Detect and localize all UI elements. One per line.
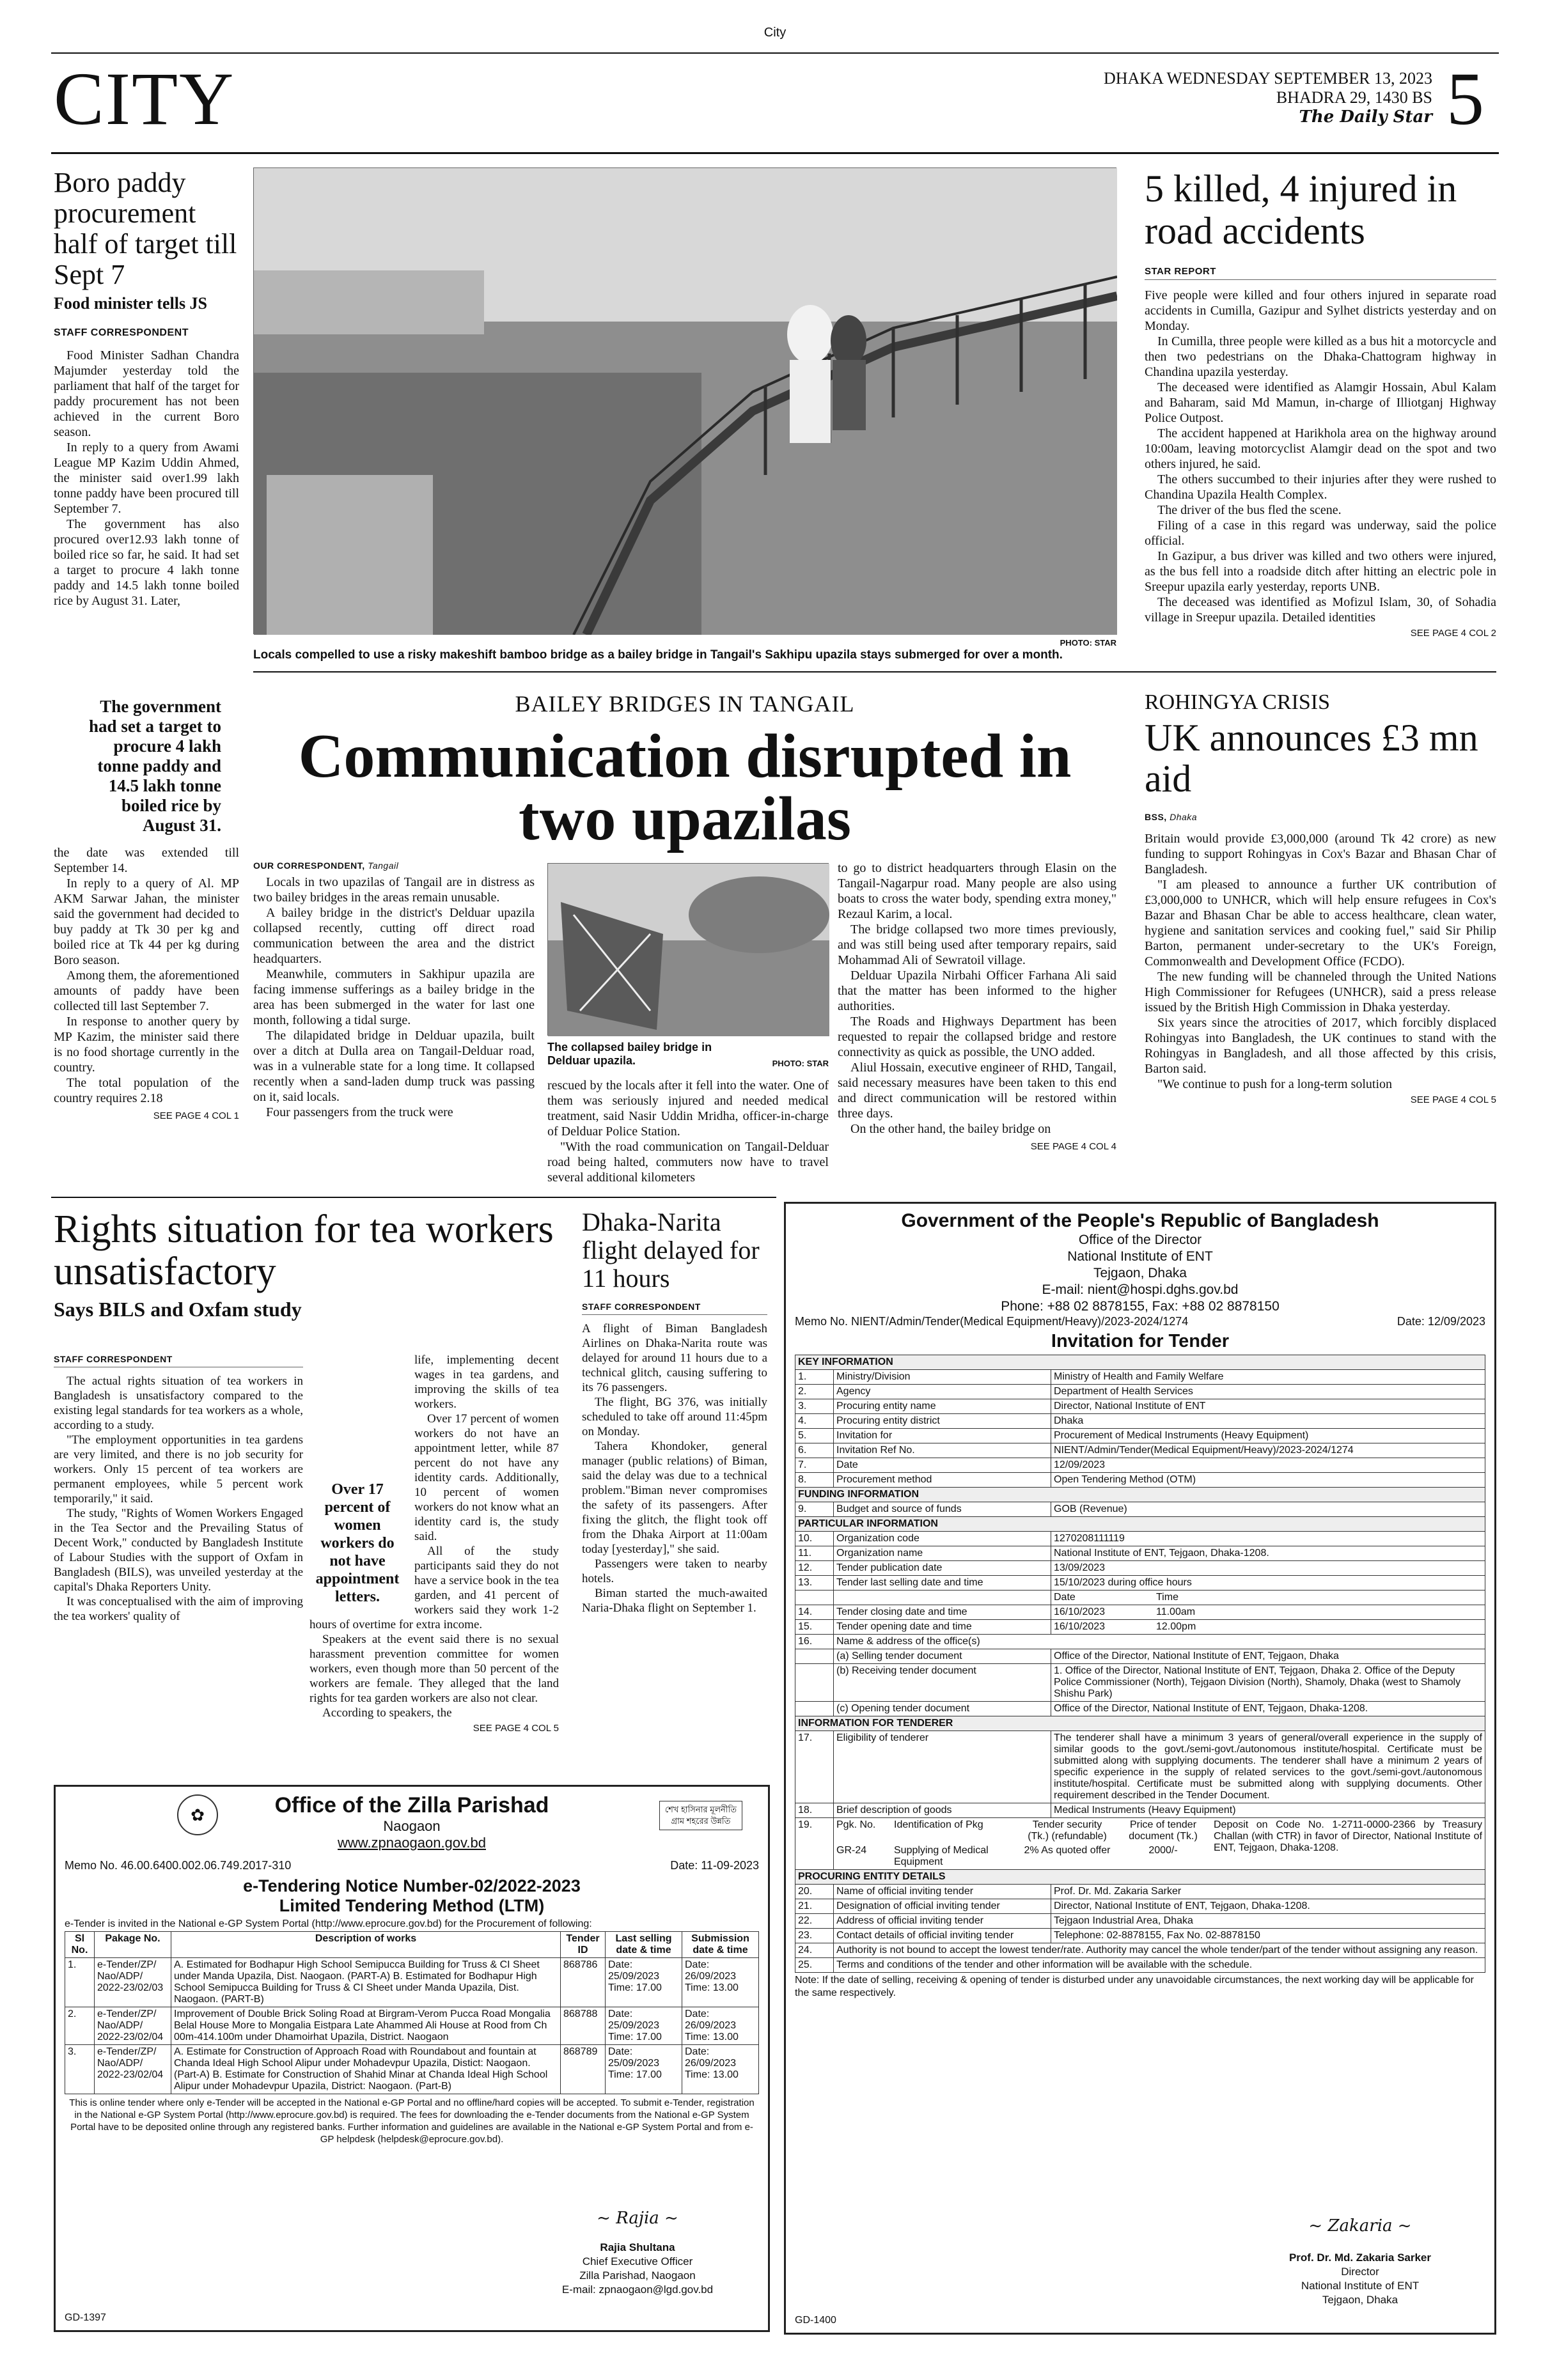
table-cell: Identification of Pkg (894, 1819, 983, 1830)
ent-invitation-title: Invitation for Tender (1051, 1331, 1230, 1351)
table-cell: Improvement of Double Brick Soling Road at Birgram-Verom Pucca Road Mongalia Belal House More to Mongalia Eistpara Late Ahammed Ali House at Rood from Ch 00m-414.100m under Dhamoirhat Upazila, District. Naogaon (171, 2007, 561, 2045)
table-row (795, 1385, 1485, 1399)
table-cell: 3. (65, 2045, 95, 2094)
table-cell: Supplying of Medical Equipment (894, 1845, 989, 1867)
bailey-byline: OUR CORRESPONDENT, (253, 860, 365, 871)
paper-logo: The Daily Star (1299, 107, 1432, 127)
table-cell: 2000/- (1148, 1845, 1178, 1856)
bailey-headline: Communication disrupted in two upazilas (298, 722, 1072, 853)
rohingya-article (1145, 690, 1496, 1105)
paragraph: It was conceptualised with the aim of improving the tea workers' quality of (54, 1595, 303, 1623)
table-cell: Tender security (Tk.) (refundable) (1028, 1819, 1107, 1842)
signer-email: E-mail: zpnaogaon@lgd.gov.bd (561, 2283, 714, 2296)
table-cell: Terms and conditions of the tender and other information will be available with the schedule. (834, 1958, 1485, 1973)
bangladesh-emblem-icon: ✿ (177, 1794, 218, 1835)
paragraph: Meanwhile, commuters in Sakhipur upazila are facing immense sufferings as a bailey bridge in the area has been submerged in the water for last one month, following a tidal surge. (253, 967, 535, 1027)
table-cell: GR-24 (836, 1845, 867, 1856)
table-row (795, 1664, 1485, 1702)
signature-image: ~ Zakaria ~ (1308, 2216, 1412, 2236)
paragraph: The total population of the country requires 2.18 (54, 1076, 239, 1105)
table-cell: Prof. Dr. Md. Zakaria Sarker (1051, 1885, 1485, 1899)
table-row (795, 1803, 1485, 1818)
table-row (795, 1473, 1485, 1488)
road-byline: STAR REPORT (1145, 266, 1216, 277)
table-cell: Authority is not bound to accept the lowest tender/rate. Authority may cancel the whole tender/part of the tender without assigning any reason. (834, 1943, 1485, 1958)
table-cell: Budget and source of funds (834, 1502, 1051, 1517)
table-cell: Date: 26/09/2023 Time: 13.00 (682, 2045, 759, 2094)
table-row (65, 1958, 759, 2007)
table-cell: 11.00am (1156, 1606, 1196, 1617)
section-header: FUNDING INFORMATION (795, 1488, 1485, 1502)
table-cell: (a) Selling tender document (834, 1649, 1051, 1664)
ent-tender-table (795, 1355, 1485, 1973)
paragraph: life, implementing decent wages in tea gardens, and improving the skills of tea workers. (414, 1353, 559, 1411)
paragraph: "I am pleased to announce a further UK contribution of £3,000,000 to UNHCR, which will help ensure refugees in Cox's Bazar and Bhasan Char be able to access healthcare, clean water, hygiene and sanitation services and cooking fuel," said Sir Philip Barton, permanent under-secretary to the UK's Foreign, Commonwealth and Development Office (FCDO). (1145, 878, 1496, 968)
zilla-method: Limited Tendering Method (LTM) (279, 1896, 545, 1915)
table-row (795, 1443, 1485, 1458)
paragraph: Britain would provide £3,000,000 (around Tk 42 crore) as new funding to support Rohingyas in Cox's Bazar and Bhasan Char of Bangladesh. (1145, 832, 1496, 876)
table-cell: 9. (795, 1502, 834, 1517)
table-cell: Ministry of Health and Family Welfare (1051, 1370, 1485, 1385)
table-cell: 868789 (561, 2045, 606, 2094)
table-cell: 14. (795, 1605, 834, 1620)
paragraph: Food Minister Sadhan Chandra Majumder yesterday told the parliament that half of the target for paddy procurement has not been achieved in the current Boro season. (54, 348, 239, 439)
table-cell: The tenderer shall have a minimum 3 years of general/overall experience in the supply of similar goods to the govt./semi-govt./autonomous institute/hospital. Certificate must be submitted along with supplying documents. The tenderer shall have a minimum 2 years of specific experience in the supply of related services to the govt./semi-govt./autonomous institute/hospital. Certificate must be submitted along with supplying documents. Other requirement described in the Tender Document. (1051, 1731, 1485, 1803)
table-cell: 21. (795, 1899, 834, 1914)
bailey-article (253, 690, 1116, 853)
flight-article (582, 1208, 767, 1615)
table-cell: Date: 26/09/2023 Time: 13.00 (682, 2007, 759, 2045)
ad-code: GD-1397 (65, 2312, 106, 2323)
paragraph: In Gazipur, a bus driver was killed and two others were injured, as the bus fell into a roadside ditch after hitting an electric pole in Sreepur upazila early yesterday, reports UNB. (1145, 549, 1496, 594)
table-cell: Ministry/Division (834, 1370, 1051, 1385)
ent-note: Note: If the date of selling, receiving & opening of tender is disturbed under any unavoidable circumstances, the next working day will be applicable for the same respectively. (795, 1975, 1474, 1998)
flight-byline: STAFF CORRESPONDENT (582, 1302, 701, 1312)
paragraph: On the other hand, the bailey bridge on (850, 1122, 1051, 1136)
table-cell: Tejgaon Industrial Area, Dhaka (1051, 1914, 1485, 1929)
table-cell: Invitation for (834, 1429, 1051, 1443)
bailey-col3 (838, 860, 1116, 1155)
table-row (795, 1731, 1485, 1803)
paragraph: The actual rights situation of tea workers in Bangladesh is unsatisfactory compared to the existing legal standards for tea workers as a whole, according to a study. (54, 1374, 303, 1432)
table-cell: 4. (795, 1414, 834, 1429)
table-cell: Tender closing date and time (834, 1605, 1051, 1620)
table-cell: 1. Office of the Director, National Institute of ENT, Tejgaon, Dhaka 2. Office of the Deputy Police Commissioner (North), Tejgaon Division (North), Shamoly, Dhaka (west to Shamoly Shishu Park) (1051, 1664, 1485, 1702)
paragraph: Aliul Hossain, executive engineer of RHD, Tangail, said necessary measures have been taken to this end and direct communication will be restored within three days. (838, 1061, 1116, 1121)
ent-office: Office of the Director (1078, 1233, 1202, 1247)
zilla-title: Office of the Zilla Parishad (274, 1793, 549, 1817)
table-cell: Designation of official inviting tender (834, 1899, 1051, 1914)
table-cell: 12.00pm (1156, 1621, 1196, 1632)
tea-headline: Rights situation for tea workers unsatisfactory (54, 1208, 554, 1293)
signer-title: Zilla Parishad, Naogaon (579, 2269, 696, 2282)
table-row (795, 1943, 1485, 1958)
table-cell: (c) Opening tender document (834, 1702, 1051, 1716)
paragraph: Six years since the atrocities of 2017, which forcibly displaced Rohingyas into Bangladesh, the UK continues to stand with the Rohingyas in Bangladesh, and all those affected by this crisis, Barton said. (1145, 1016, 1496, 1076)
zilla-tender-ad (54, 1785, 770, 2332)
table-cell: Procurement method (834, 1473, 1051, 1488)
boro-headline: Boro paddy procurement half of target till Sept 7 (54, 167, 237, 290)
page-number: 5 (1446, 57, 1484, 141)
table-row (795, 1414, 1485, 1429)
see-page-link[interactable]: SEE PAGE 4 COL 4 (1030, 1141, 1116, 1152)
signer-title: Chief Executive Officer (582, 2255, 693, 2267)
table-cell: Contact details of official inviting tender (834, 1929, 1051, 1943)
tea-subhead: Says BILS and Oxfam study (54, 1298, 302, 1321)
table-row (795, 1458, 1485, 1473)
paragraph: In reply to a query from Awami League MP Kazim Uddin Ahmed, the minister said over1.99 lakh tonne paddy have been procured till September 7. (54, 440, 239, 516)
table-row (795, 1702, 1485, 1716)
paragraph: Passengers were taken to nearby hotels. (582, 1557, 767, 1585)
table-row (795, 1429, 1485, 1443)
table-cell: Open Tendering Method (OTM) (1051, 1473, 1485, 1488)
table-row (795, 1885, 1485, 1899)
table-cell: 2% As quoted offer (1024, 1845, 1111, 1856)
table-cell: Brief description of goods (834, 1803, 1051, 1818)
ent-tender-ad (784, 1202, 1496, 2335)
flight-headline: Dhaka-Narita flight delayed for 11 hours (582, 1208, 760, 1293)
paragraph: A bailey bridge in the district's Delduar upazila collapsed recently, cutting off direct road communication between the area and the district headquarters. (253, 906, 535, 966)
bailey-dateline: Tangail (368, 860, 399, 871)
table-row (65, 2007, 759, 2045)
table-cell: Deposit on Code No. 1-2711-0000-2366 by Treasury Challan (with CTR) in favor of Director, National Institute of ENT, Tejgaon, Dhaka-1208. (1214, 1819, 1482, 1853)
bailey-col1 (253, 860, 535, 1120)
running-head: City (763, 26, 787, 40)
table-cell: 10. (795, 1532, 834, 1546)
table-cell: 20. (795, 1885, 834, 1899)
table-cell: Procuring entity name (834, 1399, 1051, 1414)
table-cell: 2. (65, 2007, 95, 2045)
table-cell: A. Estimate for Construction of Approach Road with Roundabout and fountain at Chanda Ideal High School Alipur under Mohadevpur Upazila, Distict: Naogaon. (Part-A) B. Estimate for Construction of Shahid Minar at Chanda Ideal High School Alipur under Mohadevpur Upazila, District: Naogaon. (Part-B) (171, 2045, 561, 2094)
paragraph: Over 17 percent of women workers do not have an appointment letter, while 87 percent do not have any identity cards. Additionally, 10 percent of women workers do not know what an identity card is, the study said. (414, 1412, 559, 1543)
paragraph: The government has also procured over12.93 lakh tonne of boiled rice so far, he said. It had set a target to procure 4 lakh tonne paddy and 14.5 lakh tonne boiled rice by August 31. Later, (54, 517, 239, 608)
zilla-place: Naogaon (383, 1818, 441, 1834)
table-row (795, 1605, 1485, 1620)
paragraph: The driver of the bus fled the scene. (1157, 503, 1342, 517)
paragraph: All of the study participants said they do not have a service book in the tea garden, and 41 percent of workers said they work 1-2 hours of overtime for extra income. (309, 1544, 559, 1631)
paragraph: Speakers at the event said there is no sexual harassment prevention committee for women workers, even though more than 50 percent of the workers are female. They alleged that the land rights for tea garden workers are also not clear. (309, 1633, 559, 1705)
paragraph: Tahera Khondoker, general manager (public relations) of Biman, said the delay was due to a technical problem."Biman never compromises the safety of its passengers. After fixing the glitch, the flight took off from the Dhaka Airport at 11:00am today [yesterday]," she said. (582, 1440, 767, 1556)
table-cell: Tender publication date (834, 1561, 1051, 1576)
table-cell: (b) Receiving tender document (834, 1664, 1051, 1702)
table-cell: A. Estimated for Bodhapur High School Semipucca Building for Truss & CI Sheet under Manda Upazila, Dist. Naogaon. (PART-A) B. Estimated for Bodhapur High School Semipucca Building for Truss & CI Sheet under Manda Upazila, Dist. Naogaon. (PART-B) (171, 1958, 561, 2007)
paragraph: The deceased was identified as Mofizul Islam, 30, of Sohadia village in Sreepur upazila. Detailed identities (1145, 595, 1496, 625)
table-cell: 16/10/2023 (1054, 1606, 1106, 1617)
table-cell: e-Tender/ZP/ Nao/ADP/ 2022-23/02/03 (95, 1958, 171, 2007)
table-cell: 13/09/2023 (1051, 1561, 1485, 1576)
table-cell: Medical Instruments (Heavy Equipment) (1051, 1803, 1485, 1818)
table-cell: Date: 25/09/2023 Time: 17.00 (606, 1958, 682, 2007)
paragraph: the date was extended till September 14. (54, 846, 239, 875)
boro-subhead: Food minister tells JS (54, 294, 208, 313)
table-cell: Price of tender document (Tk.) (1129, 1819, 1198, 1842)
collapsed-bridge-photo (547, 863, 829, 1036)
table-cell: Director, National Institute of ENT, Tejgaon, Dhaka-1208. (1051, 1899, 1485, 1914)
table-cell: 12. (795, 1561, 834, 1576)
slogan-line: গ্রাম শহরের উন্নতি (671, 1816, 731, 1826)
paragraph: Filing of a case in this regard was underway, said the police official. (1145, 518, 1496, 548)
tea-col1 (54, 1354, 303, 1624)
photo-credit: PHOTO: STAR (1060, 638, 1116, 648)
table-cell: Address of official inviting tender (834, 1914, 1051, 1929)
paragraph: The new funding will be channeled through the United Nations High Commissioner for Refugees (UNHCR), said a press release issued by the British High Commission in Dhaka yesterday. (1145, 970, 1496, 1015)
table-cell: 19. (795, 1818, 834, 1870)
table-row (795, 1818, 1485, 1870)
ad-code: GD-1400 (795, 2315, 836, 2326)
boro-article (54, 167, 239, 609)
table-cell: Procurement of Medical Instruments (Heavy Equipment) (1051, 1429, 1485, 1443)
see-page-link[interactable]: SEE PAGE 4 COL 5 (473, 1723, 559, 1734)
table-cell: 868786 (561, 1958, 606, 2007)
section-title: CITY (54, 57, 235, 141)
paragraph: Delduar Upazila Nirbahi Officer Farhana Ali said that the matter has been informed to the higher authorities. (838, 968, 1116, 1013)
bailey-col2 (547, 1078, 829, 1185)
column-header: Last selling date & time (606, 1932, 682, 1958)
tea-article (54, 1208, 584, 1321)
table-cell: 3. (795, 1399, 834, 1414)
paragraph: "With the road communication on Tangail-Delduar road being halted, commuters now have to travel several additional kilometers (547, 1140, 829, 1185)
table-cell: Dhaka (1051, 1414, 1485, 1429)
table-cell: 8. (795, 1473, 834, 1488)
paragraph: The study, "Rights of Women Workers Engaged in the Tea Sector and the Prevailing Status of Decent Work," conducted by Bangladesh Institute of Labour Studies with the support of Oxfam in Bangladesh (BILS), was unveiled yesterday at the capital's Dhaka Reporters Unity. (54, 1507, 303, 1594)
column-header: Submission date & time (682, 1932, 759, 1958)
paragraph: The Roads and Highways Department has been requested to repair the collapsed bridge and restore connectivity as quick as possible, the UNO added. (838, 1015, 1116, 1059)
paragraph: Among them, the aforementioned amounts of paddy have been collected till last September 7. (54, 968, 239, 1013)
table-cell: 25. (795, 1958, 834, 1973)
tea-col2 (309, 1353, 559, 1734)
paragraph: Biman started the much-awaited Naria-Dhaka flight on September 1. (582, 1587, 767, 1615)
table-cell: e-Tender/ZP/ Nao/ADP/ 2022-23/02/04 (95, 2045, 171, 2094)
table-row (795, 1591, 1485, 1605)
slogan-line: শেখ হাসিনার মূলনীতি (664, 1805, 737, 1814)
table-cell: 22. (795, 1914, 834, 1929)
table-row (795, 1502, 1485, 1517)
zilla-website-link[interactable]: www.zpnaogaon.gov.bd (338, 1835, 486, 1851)
dateline: DHAKA WEDNESDAY SEPTEMBER 13, 2023 (1103, 69, 1432, 88)
table-cell: Eligibility of tenderer (834, 1731, 1051, 1803)
table-cell: Date (1054, 1592, 1076, 1603)
table-row (795, 1561, 1485, 1576)
table-cell: e-Tender/ZP/ Nao/ADP/ 2022-23/02/04 (95, 2007, 171, 2045)
table-row (795, 1576, 1485, 1591)
masthead-date (985, 69, 1432, 127)
table-row (795, 1635, 1485, 1649)
paragraph: The accident happened at Harikhola area on the highway around 10:00am, leaving motorcyclist Alamgir dead on the spot and two others injured, he said. (1145, 426, 1496, 471)
ent-signature-block (1264, 2216, 1456, 2307)
table-cell: 17. (795, 1731, 834, 1803)
table-cell: Organization code (834, 1532, 1051, 1546)
see-page-link[interactable]: SEE PAGE 4 COL 1 (153, 1110, 239, 1121)
table-cell: 16. (795, 1635, 834, 1649)
table-row (795, 1649, 1485, 1664)
bengali-date: BHADRA 29, 1430 BS (1276, 88, 1432, 107)
column-header: Tender ID (561, 1932, 606, 1958)
boro-byline: STAFF CORRESPONDENT (54, 327, 189, 338)
zilla-memo: Memo No. 46.00.6400.002.06.749.2017-310 (65, 1859, 292, 1872)
table-cell: 23. (795, 1929, 834, 1943)
paragraph: The flight, BG 376, was initially scheduled to take off around 11:45pm on Monday. (582, 1396, 767, 1438)
table-row (795, 1370, 1485, 1385)
table-row (795, 1620, 1485, 1635)
boro-pullquote: The government had set a target to procure 4 lakh tonne paddy and 14.5 lakh tonne boiled rice by August 31. (89, 697, 221, 835)
paragraph: rescued by the locals after it fell into the water. One of them was seriously injured and needed medical treatment, said Nasir Uddin Mridha, officer-in-charge of Delduar Police Station. (547, 1078, 829, 1139)
rohingya-dateline: Dhaka (1170, 812, 1198, 822)
table-cell: Pgk. No. (836, 1819, 876, 1830)
ent-govt-title: Government of the People's Republic of Bangladesh (901, 1210, 1379, 1231)
zilla-date: Date: 11-09-2023 (670, 1859, 759, 1872)
table-cell: 13. (795, 1576, 834, 1591)
table-cell: Date: 25/09/2023 Time: 17.00 (606, 2045, 682, 2094)
table-cell: Name of official inviting tender (834, 1885, 1051, 1899)
paragraph: "The employment opportunities in tea gardens are very limited, and there is no job security for workers. Only 15 percent of tea workers are permanent employees, while 5 percent work temporarily," it said. (54, 1433, 303, 1505)
table-cell: Tender last selling date and time (834, 1576, 1051, 1591)
table-cell: 12/09/2023 (1051, 1458, 1485, 1473)
zilla-tender-table (65, 1931, 759, 2094)
table-cell: 18. (795, 1803, 834, 1818)
section-header: PARTICULAR INFORMATION (795, 1517, 1485, 1532)
bailey-kicker: BAILEY BRIDGES IN TANGAIL (515, 691, 855, 717)
table-cell: 2. (795, 1385, 834, 1399)
table-row (795, 1546, 1485, 1561)
table-row (65, 2045, 759, 2094)
paragraph: Locals in two upazilas of Tangail are in distress as two bailey bridges in the areas remain unusable. (253, 875, 535, 905)
bailey-photo-credit: PHOTO: STAR (772, 1059, 829, 1068)
paragraph: In reply to a query of Al. MP AKM Sarwar Jahan, the minister said the government had decided to buy paddy at Tk 30 per kg and boiled rice at Tk 44 per kg during Boro season. (54, 876, 239, 967)
paragraph: The dilapidated bridge in Delduar upazila, built over a ditch at Dulla area on Tangail-Delduar road, was in a vulnerable state for a long time. It collapsed recently when a sand-laden dump truck was passing on it, said locals. (253, 1029, 535, 1104)
table-cell: GOB (Revenue) (1051, 1502, 1485, 1517)
table-cell: 15/10/2023 during office hours (1051, 1576, 1485, 1591)
ent-place: Tejgaon, Dhaka (1093, 1266, 1187, 1280)
table-cell: 11. (795, 1546, 834, 1561)
table-cell: Agency (834, 1385, 1051, 1399)
photo-caption: Locals compelled to use a risky makeshift bamboo bridge as a bailey bridge in Tangail's Sakhipu upazila stays submerged for over a month. (253, 648, 1063, 662)
table-row (795, 1532, 1485, 1546)
table-cell: NIENT/Admin/Tender(Medical Equipment/Heavy)/2023-2024/1274 (1051, 1443, 1485, 1458)
signer-title: Director (1341, 2266, 1379, 2278)
paragraph: The bridge collapsed two more times previously, and was still being used after temporary repairs, said Mohammad Ali of Sewratoil village. (838, 922, 1116, 967)
paragraph: The others succumbed to their injuries after they were rushed to Chandina Upazila Health Complex. (1145, 472, 1496, 502)
see-page-link[interactable]: SEE PAGE 4 COL 5 (1410, 1094, 1496, 1105)
zilla-notice: e-Tendering Notice Number-02/2022-2023 (243, 1876, 581, 1895)
table-cell: Date (834, 1458, 1051, 1473)
table-cell: 6. (795, 1443, 834, 1458)
photo-illustration (254, 168, 1117, 635)
signer-title: National Institute of ENT (1301, 2280, 1420, 2292)
table-cell: 5. (795, 1429, 834, 1443)
table-cell: National Institute of ENT, Tejgaon, Dhaka-1208. (1051, 1546, 1485, 1561)
boro-body (54, 348, 239, 609)
table-row (795, 1899, 1485, 1914)
ent-institute: National Institute of ENT (1067, 1249, 1213, 1264)
ent-email: E-mail: nient@hospi.dghs.gov.bd (1042, 1282, 1239, 1297)
boro-body-cont (54, 845, 239, 1124)
paragraph: In Cumilla, three people were killed as a bus hit a motorcycle and then two pedestrians on the Dhaka-Chattogram highway in Chandina upazila yesterday. (1145, 334, 1496, 379)
rohingya-headline: UK announces £3 mn aid (1145, 717, 1478, 800)
zilla-footer: This is online tender where only e-Tender will be accepted in the National e-GP Portal and no offline/hard copies will be accepted. To submit e-Tender, registration in the National e-GP System Portal (http://www.eprocure.gov.bd) is required. The fees for downloading the e-Tender documents from the National e-GP System Portal have to be deposited online through any registered banks. Further information and guidelines are available in the National e-GP System Portal and from e-GP helpdesk (helpdesk@eprocure.gov.bd). (69, 2097, 755, 2145)
ent-memo: Memo No. NIENT/Admin/Tender(Medical Equipment/Heavy)/2023-2024/1274 (795, 1315, 1189, 1328)
table-cell: 1270208111119 (1051, 1532, 1485, 1546)
see-page-link[interactable]: SEE PAGE 4 COL 2 (1410, 628, 1496, 639)
table-cell: 24. (795, 1943, 834, 1958)
column-header: Pakage No. (95, 1932, 171, 1958)
table-cell: Department of Health Services (1051, 1385, 1485, 1399)
table-cell: Date: 25/09/2023 Time: 17.00 (606, 2007, 682, 2045)
table-cell: Telephone: 02-8878155, Fax No. 02-8878150 (1051, 1929, 1485, 1943)
section-header: KEY INFORMATION (795, 1355, 1485, 1370)
section-header: PROCURING ENTITY DETAILS (795, 1870, 1485, 1885)
table-cell: 16/10/2023 (1054, 1621, 1106, 1632)
table-row (795, 1958, 1485, 1973)
signature-image: ~ Rajia ~ (597, 2209, 678, 2228)
paragraph: "We continue to push for a long-term solution (1157, 1077, 1393, 1091)
table-cell: Name & address of the office(s) (834, 1635, 1485, 1649)
table-row (795, 1914, 1485, 1929)
column-header: Description of works (171, 1932, 561, 1958)
ent-date: Date: 12/09/2023 (1397, 1315, 1485, 1328)
road-article (1145, 167, 1496, 639)
table-cell: Date: 26/09/2023 Time: 13.00 (682, 1958, 759, 2007)
table-cell: 15. (795, 1620, 834, 1635)
ent-phone: Phone: +88 02 8878155, Fax: +88 02 8878150 (1001, 1299, 1280, 1314)
paragraph: to go to district headquarters through Elasin on the Tangail-Nagarpur road. Many people are also using boats to cross the water body, spending extra money," Rezaul Karim, a local. (838, 861, 1116, 921)
zilla-intro: e-Tender is invited in the National e-GP System Portal (http://www.eprocure.gov.bd) for the Procurement of following: (65, 1918, 592, 1929)
table-cell: Organization name (834, 1546, 1051, 1561)
road-headline: 5 killed, 4 injured in road accidents (1145, 167, 1457, 252)
paragraph: According to speakers, the (322, 1706, 452, 1720)
bamboo-bridge-photo (253, 167, 1116, 634)
table-cell: Procuring entity district (834, 1414, 1051, 1429)
table-cell: Director, National Institute of ENT (1051, 1399, 1485, 1414)
table-cell: Tender opening date and time (834, 1620, 1051, 1635)
table-cell: 7. (795, 1458, 834, 1473)
paragraph: In response to another query by MP Kazim, the minister said there is no food shortage currently in the country. (54, 1015, 239, 1075)
table-cell: 1. (65, 1958, 95, 2007)
tea-pullquote: Over 17 percent of women workers do not have appointment letters. (315, 1481, 400, 1605)
column-header: Sl No. (65, 1932, 95, 1958)
table-cell: 1. (795, 1370, 834, 1385)
bailey-photo-caption: The collapsed bailey bridge in Delduar upazila. (547, 1041, 712, 1067)
tea-byline: STAFF CORRESPONDENT (54, 1354, 173, 1364)
section-header: INFORMATION FOR TENDERER (795, 1716, 1485, 1731)
zilla-signature-block (529, 2211, 746, 2297)
table-cell: Time (1156, 1592, 1178, 1603)
paragraph: A flight of Biman Bangladesh Airlines on Dhaka-Narita route was delayed for around 11 hours due to a technical glitch, causing suffering to its 76 passengers. (582, 1322, 767, 1394)
table-cell: Invitation Ref No. (834, 1443, 1051, 1458)
road-body (1145, 288, 1496, 625)
signer-name: Prof. Dr. Md. Zakaria Sarker (1288, 2252, 1432, 2264)
signer-name: Rajia Shultana (600, 2241, 675, 2253)
rohingya-kicker: ROHINGYA CRISIS (1145, 690, 1330, 714)
table-cell: Office of the Director, National Institute of ENT, Tejgaon, Dhaka (1051, 1649, 1485, 1664)
table-row (795, 1929, 1485, 1943)
table-cell: Office of the Director, National Institute of ENT, Tejgaon, Dhaka-1208. (1051, 1702, 1485, 1716)
paragraph: The deceased were identified as Alamgir Hossain, Abul Kalam and Baharam, said Md Mamun, in-charge of Illiotganj Highway Police Outpost. (1145, 380, 1496, 425)
table-cell: 868788 (561, 2007, 606, 2045)
paragraph: Four passengers from the truck were (266, 1105, 453, 1119)
rohingya-byline: BSS, (1145, 812, 1167, 822)
table-row (795, 1399, 1485, 1414)
photo-illustration (548, 864, 829, 1036)
slogan-box (659, 1801, 742, 1830)
paragraph: Five people were killed and four others injured in separate road accidents in Cumilla, Gazipur and Sylhet districts yesterday and on Monday. (1145, 288, 1496, 333)
signer-title: Tejgaon, Dhaka (1322, 2294, 1398, 2306)
